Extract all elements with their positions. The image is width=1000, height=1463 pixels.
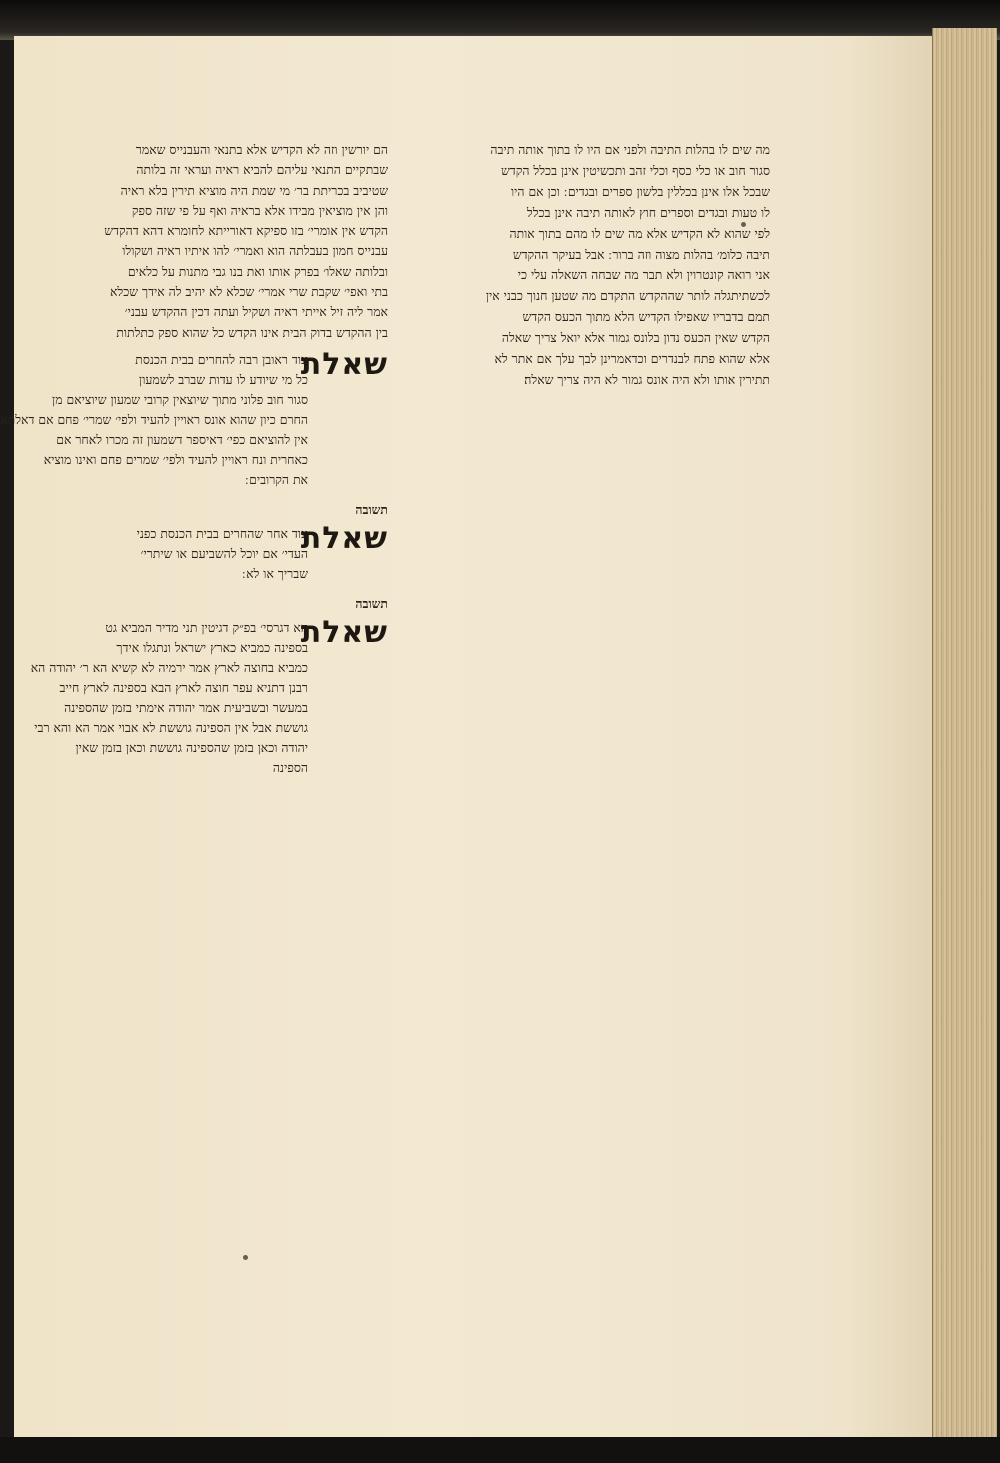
text-line: כמביא בחוצה לארץ אמר ירמיה לא קשיא הא ר׳ יהודה הא	[30, 659, 308, 675]
text-line: רבנן דתניא עפר חוצה לארץ הבא בספינה לארץ חייב	[59, 679, 308, 695]
text-line: שבכל אלו אינן בכללין בלשון ספרים ובגדים ׃ וכן אם היו	[510, 183, 770, 199]
text-line: סגור חוב או כלי כסף וכלי זהב ותכשיטין אינן בכלל הקדש	[501, 162, 770, 178]
text-line: הקדש אין אומרי׳ בזו ספיקא דאורייתא לחומרא דהא דהקדש	[104, 223, 388, 239]
page-edges	[932, 28, 997, 1442]
text-line: תיבה כלומ׳ בהלות מצוה וזה ברור ׃ אבל בעיקר ההקדש	[512, 246, 770, 262]
text-line: הם יורשין וזה לא הקדיש אלא בתנאי והעבנייס שאמר	[135, 142, 388, 157]
paragraph	[66, 140, 388, 343]
text-line: לו טעות ובגדים וספרים חוץ לאותה תיבה אינן בכלל	[526, 204, 770, 220]
question-section	[66, 520, 388, 584]
text-line: עוד ראובן רבה להחרים בבית הכנסת	[135, 351, 308, 367]
text-line: שבריך או לא ׃	[242, 565, 308, 581]
text-line: אלא שהוא פתח לבנדרים וכדאמרינן לבך עלך אם אתר לא	[494, 351, 770, 367]
text-line: יהודה וכאן בזמן שהספינה גוששת וכאן בזמן שאין	[75, 739, 308, 755]
section-heading: שאלת	[300, 614, 388, 650]
text-line: תמם בדבריו שאפילו הקדיש הלא מתוך הכעס הקדש	[522, 309, 770, 325]
text-line: אין להוציאם כפי׳ דאיספר דשמעון זה מכרו לאחר אם	[56, 431, 308, 447]
text-line: הספינה	[272, 759, 308, 775]
text-line: גוששת אבל אין הספינה גוששת לא אבוי אמר הא והא רבי	[34, 719, 308, 735]
answer-label: תשובה	[355, 501, 388, 517]
text-line: כאחרית ונח ראויין להעיד ולפי׳ שמרים פחם ואינו מוציא	[43, 451, 308, 467]
text-line: החרם כיון שהוא אונס ראויין להעיד ולפי׳ שמרי׳ פחם אם דאלתא	[0, 411, 308, 427]
question-section	[0, 346, 388, 490]
answer-label: תשובה	[355, 595, 388, 611]
section-heading: שאלת	[300, 346, 388, 382]
sections	[0, 346, 388, 778]
left-text-column	[0, 140, 388, 1172]
top-shadow-band	[0, 0, 1000, 40]
text-line: עבנייס חמון בעבלתה הוא ואמרי׳ להו איתיו ראיה ושקולו	[122, 243, 388, 259]
text-line: תתירין אותו ולא היה אונס גמור לא היה צריך שאלה׃	[524, 371, 770, 387]
text-line: אני רואה קונטרוין ולא תבר מה שבחה השאלה עלי כי	[517, 267, 770, 283]
text-line: לכשתיתגלה לותר שההקדש התקדם מה שטען חנוך כבני אין	[485, 288, 770, 304]
text-line: הקדש שאין הכעס נדון בלונס גמור אלא יואל צריך שאלה	[501, 330, 770, 346]
question-section	[30, 614, 388, 778]
text-line: ובלותה שאלו׳ בפרק אותו ואת בנו גבי מתנות על כלאים	[127, 263, 388, 279]
section-heading: שאלת	[300, 520, 388, 556]
text-line: אמר ליה זיל אייתי ראיה ושקיל ועתה דכין ההקדש עבני׳	[124, 304, 388, 320]
text-line: והן אין מוציאין מבידו אלא בראיה ואף על פי שזה ספק	[131, 202, 388, 218]
text-line: את הקרובים ׃	[245, 471, 308, 487]
text-line: הא דגרסי׳ בפ״ק דגיטין תני מדיר המביא גט	[105, 619, 308, 635]
text-line: שבתקיים התנאי עליהם להביא ראיה ועראי זה בלותה	[136, 162, 388, 178]
text-line: שטיביב בכריתת בר׳ מי שמת היה מוציא תירין בלא ראיה	[120, 182, 388, 198]
right-text-column	[414, 140, 770, 1185]
text-line: בתי ואפי׳ שקבת שרי אמרי׳ שכלא לא יהיב לה אידך שכלא	[110, 284, 388, 300]
text-line: עוד אחר שהחרים בבית הכנסת כפני	[136, 525, 308, 541]
stain-mark	[243, 1255, 248, 1260]
text-line: במעשר ובשביעית אמר יהודה אימתי בזמן שהספינה	[64, 699, 308, 715]
text-line: מה שים לו בהלות התיבה ולפני אם היו לו בתוך אותה תיבה	[490, 142, 770, 157]
section-text	[66, 524, 308, 584]
text-line: סגור חוב פלוני מתוך שיוצאין קרובי שמעון שיוציאם מן	[52, 391, 308, 407]
text-line: בין ההקדש בדוק הבית אינו הקדש כל שהוא ספק כתלתות	[116, 324, 388, 340]
text-line: העדי׳ אם יוכל להשביעם או שיתרי׳	[140, 545, 308, 561]
text-line: לפי שהוא לא הקדיש אלא מה שים לו מהם בתוך אותה	[509, 225, 770, 241]
text-line: כל מי שיודע לו עדות שברב לשמעון	[139, 371, 308, 387]
text-line: בספינה כמביא כארץ ישראל ונתגלו אידך	[116, 639, 308, 655]
section-text	[0, 350, 308, 490]
bottom-shadow-band	[0, 1437, 1000, 1463]
section-text	[30, 618, 308, 778]
